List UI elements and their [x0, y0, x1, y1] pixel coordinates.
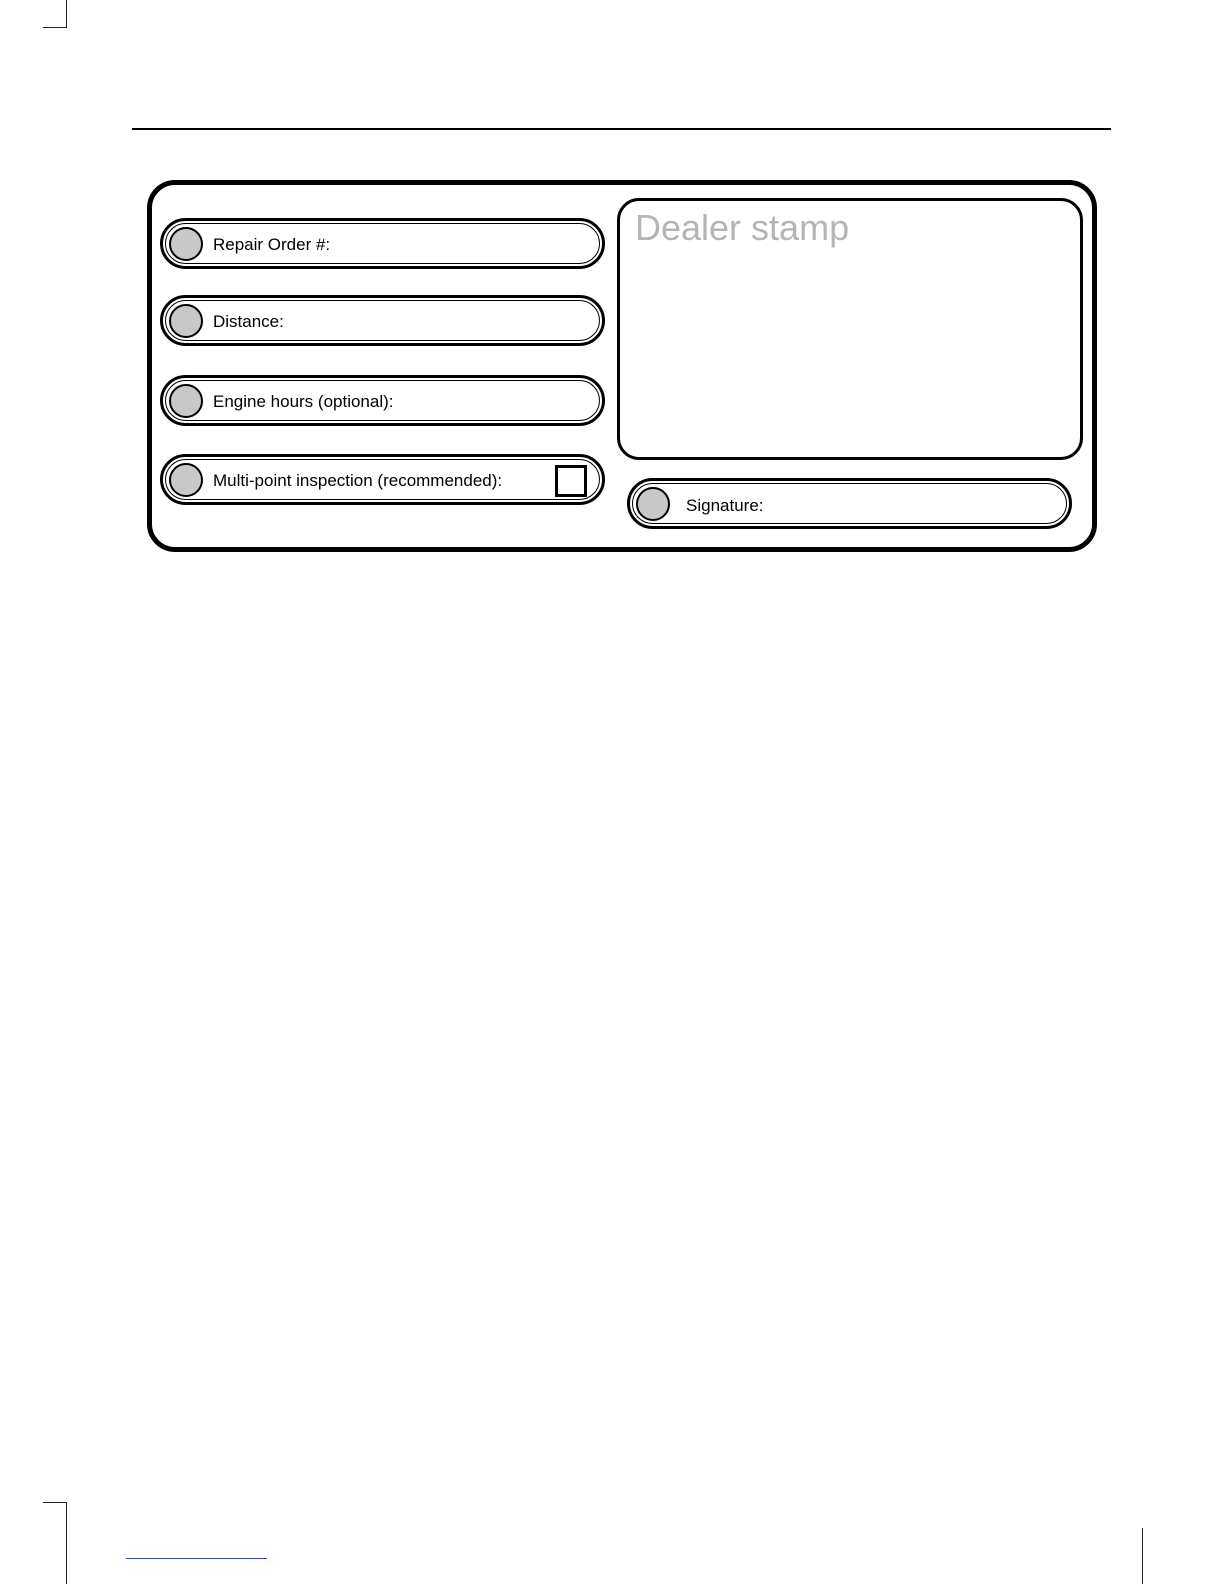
footer-link-underline[interactable]	[126, 1558, 267, 1559]
multi-point-inspection-checkbox[interactable]	[555, 465, 587, 497]
distance-field[interactable]	[160, 295, 605, 346]
field-bullet-icon	[636, 487, 670, 521]
crop-mark-top-left-vertical	[66, 0, 67, 27]
signature-label: Signature:	[686, 496, 764, 515]
crop-mark-bottom-left-vertical	[66, 1502, 67, 1584]
crop-mark-bottom-right-vertical	[1142, 1528, 1143, 1584]
field-bullet-icon	[169, 227, 203, 261]
multi-point-inspection-field	[160, 454, 605, 505]
distance-label: Distance:	[213, 312, 284, 331]
field-bullet-icon	[169, 463, 203, 497]
multi-point-inspection-label: Multi-point inspection (recommended):	[213, 471, 503, 490]
dealer-stamp-box[interactable]	[617, 198, 1083, 460]
crop-mark-top-left-horizontal	[43, 27, 67, 28]
repair-order-field[interactable]	[160, 218, 605, 269]
engine-hours-field[interactable]	[160, 375, 605, 426]
dealer-stamp-label: Dealer stamp	[635, 207, 850, 248]
field-bullet-icon	[169, 304, 203, 338]
signature-field[interactable]	[627, 478, 1072, 529]
crop-mark-bottom-left-horizontal	[43, 1502, 67, 1503]
field-bullet-icon	[169, 384, 203, 418]
repair-order-label: Repair Order #:	[213, 235, 331, 254]
engine-hours-label: Engine hours (optional):	[213, 392, 394, 411]
header-rule	[132, 128, 1111, 130]
